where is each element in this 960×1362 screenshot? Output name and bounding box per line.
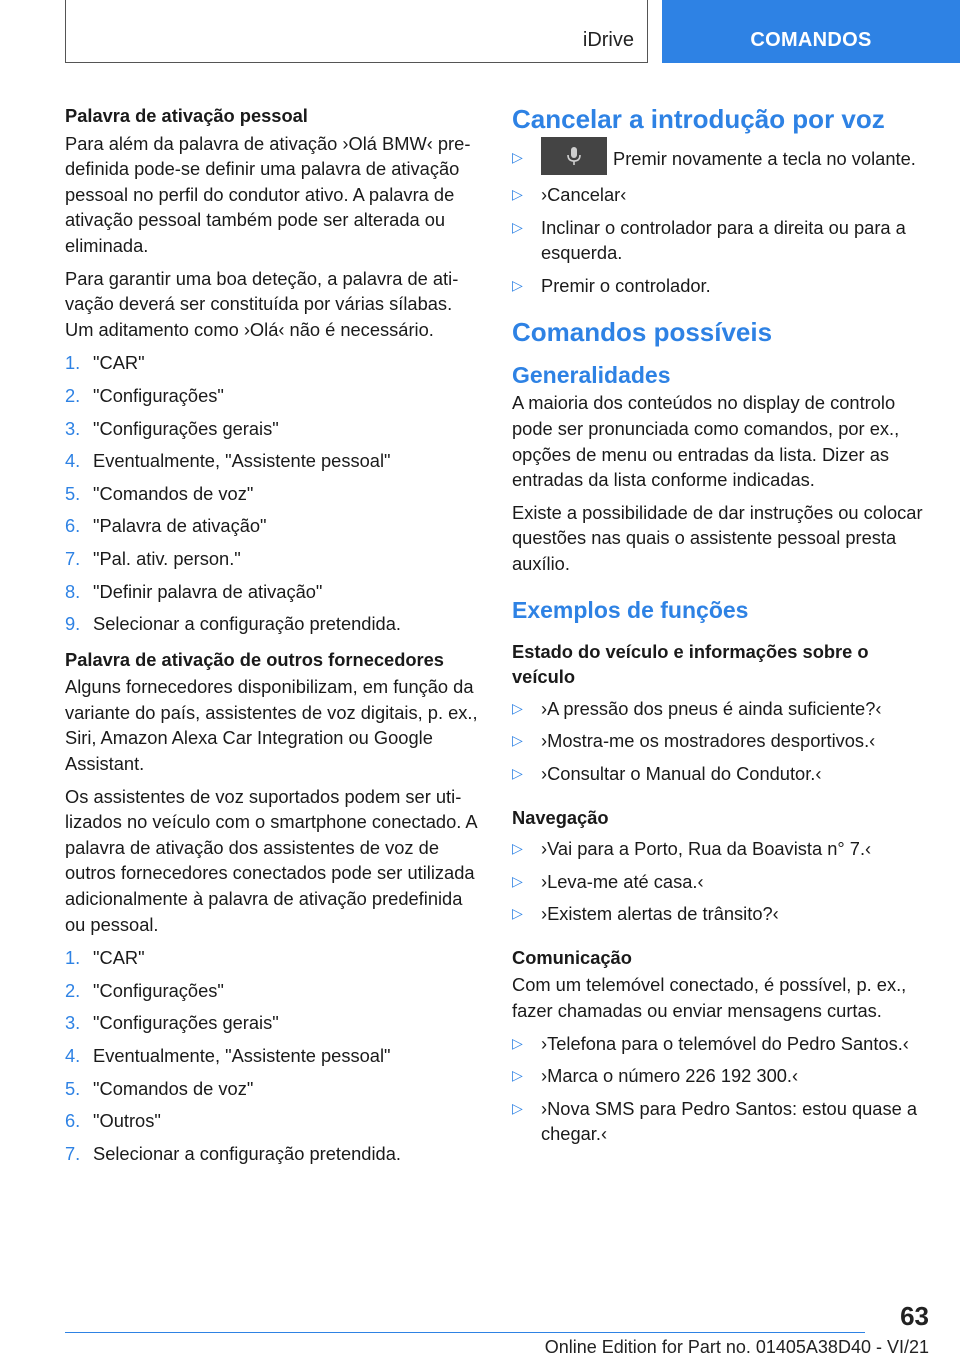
step-item: 5. "Comandos de voz" [65, 1077, 254, 1099]
communication-paragraph: Com um telemóvel conectado, é possível, p. ex., fazer chamadas ou enviar mensagens curtas. [512, 974, 907, 1022]
other-providers-heading: Palavra de ativação de outros fornecedores [65, 648, 444, 670]
general-heading: Generalidades [512, 362, 671, 389]
possible-commands-heading: Comandos possíveis [512, 317, 773, 348]
step-item: 2. "Configurações" [65, 979, 224, 1001]
header-chapter-tab [662, 0, 960, 63]
other-providers-paragraph-1: Alguns fornecedores disponibilizam, em função da variante do país, assistentes de voz digitais, p. ex., Siri, Amazon Alexa Car Integration ou Google Assistant. [65, 676, 478, 775]
other-providers-steps [65, 945, 480, 1166]
list-item: ▷ ›Cancelar‹ [512, 182, 932, 208]
page-number: 63 [900, 1301, 929, 1331]
communication-list [512, 1031, 932, 1147]
steering-voice-button-icon [541, 137, 607, 175]
communication-heading: Comunicação [512, 946, 632, 968]
triangle-bullet-icon: ▷ [512, 732, 523, 749]
list-item: ▷ ›Nova SMS para Pedro Santos: estou quase a chegar.‹ [512, 1097, 917, 1145]
list-item: ▷ ›Telefona para o telemóvel do Pedro Santos.‹ [512, 1031, 932, 1057]
step-item: 8. "Definir palavra de ativação" [65, 580, 323, 602]
triangle-bullet-icon: ▷ [512, 186, 523, 202]
triangle-bullet-icon: ▷ [512, 1034, 523, 1051]
step-item: 3. "Configurações gerais" [65, 1012, 279, 1034]
list-item: ▷ ›Leva-me até casa.‹ [512, 869, 932, 895]
step-item: 2. "Configurações" [65, 384, 224, 406]
header-chapter-title: COMANDOS [750, 29, 872, 51]
triangle-bullet-icon: ▷ [512, 218, 523, 235]
list-item: ▷ ›A pressão dos pneus é ainda suficiente?‹ [512, 696, 932, 722]
header-section-title: iDrive [582, 29, 634, 51]
examples-heading: Exemplos de funções [512, 596, 749, 623]
navigation-heading: Navegação [512, 806, 609, 828]
list-item: ▷ ›Consultar o Manual do Condutor.‹ [512, 761, 932, 787]
step-item: 5. "Comandos de voz" [65, 482, 254, 504]
wake-word-steps [65, 350, 480, 636]
step-item: 7. "Pal. ativ. person." [65, 547, 241, 569]
vehicle-status-list [512, 696, 932, 787]
step-item: 7. Selecionar a configuração pretendida. [65, 1142, 401, 1164]
footer-edition: Online Edition for Part no. 01405A38D40 - VI/21 [544, 1337, 929, 1357]
step-item: 3. "Configurações gerais" [65, 417, 279, 439]
header-section-box [65, 0, 648, 63]
list-item: ▷ Premir o controlador. [512, 273, 932, 299]
list-item: ▷ Premir novamente a tecla no volante. [512, 145, 932, 175]
triangle-bullet-icon: ▷ [512, 872, 523, 889]
step-item: 1. "CAR" [65, 947, 145, 969]
triangle-bullet-icon: ▷ [512, 149, 523, 165]
step-item: 6. "Outros" [65, 1110, 161, 1132]
triangle-bullet-icon: ▷ [512, 1099, 523, 1116]
right-column [512, 103, 932, 1157]
step-item: 4. Eventualmente, "Assistente pessoal" [65, 450, 391, 472]
list-item: ▷ ›Existem alertas de trânsito?‹ [512, 901, 932, 927]
other-providers-paragraph-2: Os assistentes de voz suportados podem ser utilizados no veículo com o smartphone conectado. A palavra de ativação dos assistentes de voz de outros fornecedores conectados pode ser utilizada adicionalmente à palavra de ativação predefinida ou pessoal. [65, 785, 477, 935]
triangle-bullet-icon: ▷ [512, 764, 523, 781]
cancel-voice-heading: Cancelar a introdução por voz [512, 104, 885, 134]
step-item: 9. Selecionar a configuração pretendida. [65, 613, 401, 635]
footer-divider [65, 1332, 865, 1333]
triangle-bullet-icon: ▷ [512, 1067, 523, 1084]
list-item: ▷ ›Vai para a Porto, Rua da Boavista n° 7.‹ [512, 836, 932, 862]
triangle-bullet-icon: ▷ [512, 276, 523, 293]
list-item: ▷ Inclinar o controlador para a direita ou para a esquerda. [512, 216, 906, 264]
general-paragraph-2: Existe a possibilidade de dar instruções ou colocar questões nas quais o assistente pessoal presta auxílio. [512, 501, 923, 574]
left-column [65, 103, 480, 1176]
triangle-bullet-icon: ▷ [512, 840, 523, 857]
triangle-bullet-icon: ▷ [512, 905, 523, 922]
list-item: ▷ ›Mostra-me os mostradores desportivos.‹ [512, 728, 932, 754]
navigation-list [512, 836, 932, 927]
step-item: 6. "Palavra de ativação" [65, 515, 267, 537]
wake-word-paragraph-2: Para garantir uma boa deteção, a palavra de ativação deverá ser constituída por várias sílabas. Um aditamento como ›Olá‹ não é necessário. [65, 267, 459, 340]
cancel-voice-list [512, 145, 932, 298]
general-paragraph-1: A maioria dos conteúdos no display de controlo pode ser pronunciada como comandos, por ex., opções de menu ou entradas da lista. Dizer as entradas da lista conforme indicadas. [512, 392, 900, 491]
triangle-bullet-icon: ▷ [512, 699, 523, 716]
wake-word-paragraph-1: Para além da palavra de ativação ›Olá BMW‹ predefinida pode-se definir uma palavra de ativação pessoal no perfil do condutor ativo. A palavra de ativação pessoal também pode ser alterada ou eliminada. [65, 132, 471, 256]
microphone-icon [565, 146, 583, 166]
step-item: 1. "CAR" [65, 352, 145, 374]
step-item: 4. Eventualmente, "Assistente pessoal" [65, 1045, 391, 1066]
vehicle-status-heading: Estado do veículo e informações sobre o veículo [512, 640, 869, 688]
list-item: ▷ ›Marca o número 226 192 300.‹ [512, 1063, 932, 1089]
wake-word-heading: Palavra de ativação pessoal [65, 105, 308, 126]
